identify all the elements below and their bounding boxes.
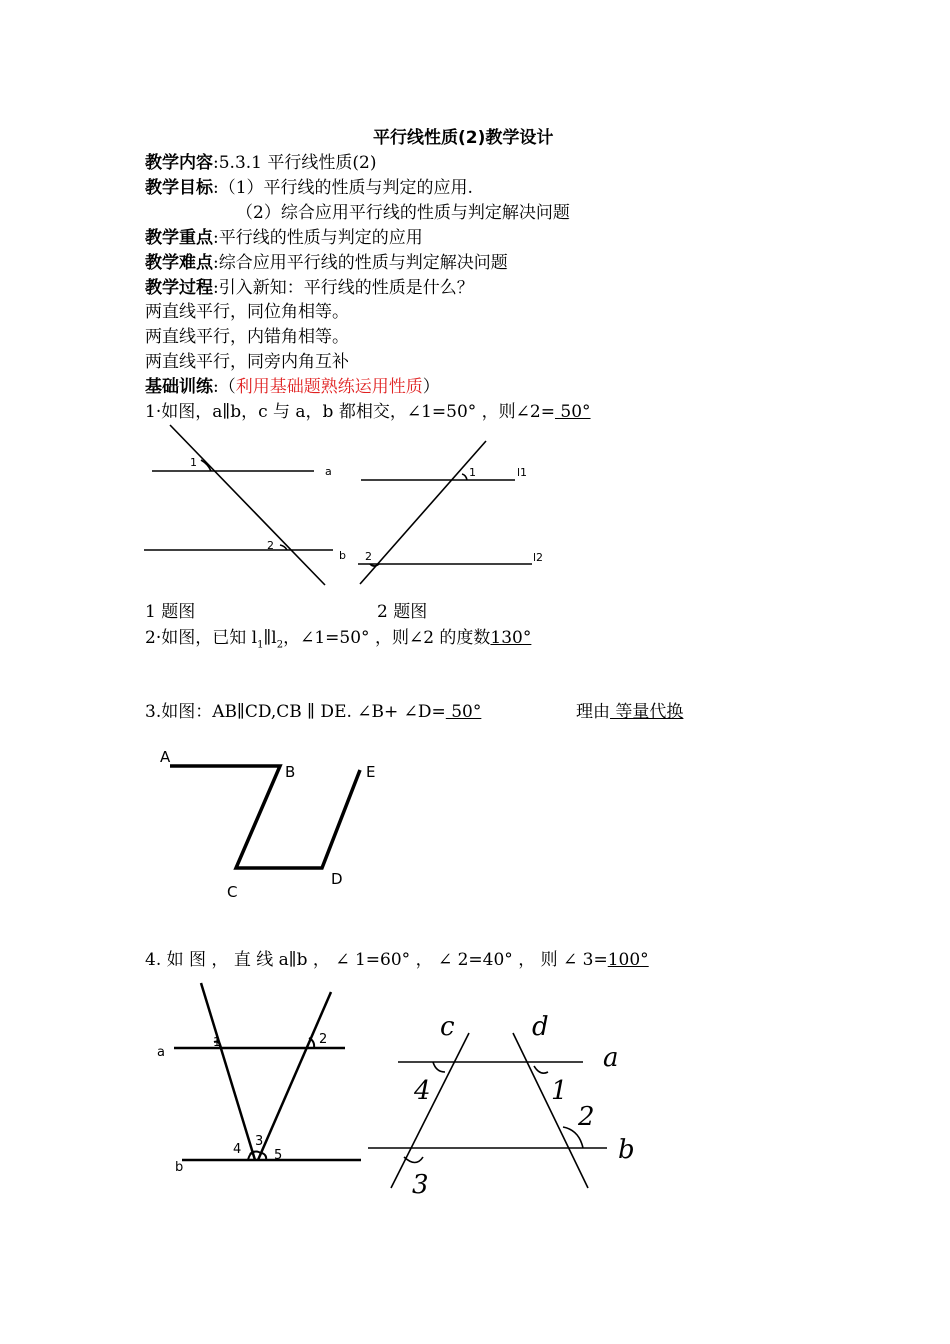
property-2: 两直线平行，内错角相等。 xyxy=(145,327,349,347)
q2-text-c: ，∠1=50° ，则∠2 的度数 xyxy=(283,628,491,648)
q2-text-b: ∥l xyxy=(263,628,277,648)
fig3-label-C: C xyxy=(227,883,238,901)
fig2-line-l2: l2 xyxy=(533,551,544,564)
property-3: 两直线平行，同旁内角互补 xyxy=(145,352,349,372)
fig3-label-B: B xyxy=(285,763,296,781)
fig4-line-b: b xyxy=(175,1160,184,1175)
fig2-angle-1: 1 xyxy=(469,466,476,479)
goals-item1: :（1）平行线的性质与判定的应用. xyxy=(213,178,473,198)
fig5-line-d: d xyxy=(532,1012,549,1042)
q3-answer: 50° xyxy=(445,702,482,722)
q3-reason-label: 理由 xyxy=(576,702,610,722)
fig5-line-b: b xyxy=(618,1135,635,1165)
process-value: :引入新知：平行线的性质是什么？ xyxy=(213,278,474,298)
difficulty-value: :综合应用平行线的性质与判定解决问题 xyxy=(213,253,508,273)
fig1-caption: 1 题图 xyxy=(145,602,196,622)
fig5-angle-1: 1 xyxy=(551,1076,568,1106)
difficulty-label: 教学难点 xyxy=(145,253,213,273)
basic-training-label: 基础训练 xyxy=(145,377,213,397)
fig5-angle-2: 2 xyxy=(578,1102,595,1132)
fig5-angle-3: 3 xyxy=(412,1170,429,1200)
fig1-angle-2: 2 xyxy=(267,539,274,552)
q2-sub-1: 1 xyxy=(257,639,264,651)
focus-value: :平行线的性质与判定的应用 xyxy=(213,228,423,248)
goals-label: 教学目标 xyxy=(145,178,213,198)
fig5-angle-4: 4 xyxy=(414,1076,431,1106)
fig5-line-c: c xyxy=(440,1012,455,1042)
fig1-line-b: b xyxy=(339,549,346,562)
fig3-label-A: A xyxy=(160,748,171,766)
focus-label: 教学重点 xyxy=(145,228,213,248)
page-title: 平行线性质(2)教学设计 xyxy=(373,128,554,148)
q4-answer: 100° xyxy=(607,950,649,970)
fig5-line-a: a xyxy=(603,1043,619,1073)
fig4-angle-5: 5 xyxy=(274,1148,283,1163)
fig3-label-E: E xyxy=(366,763,376,781)
basic-training-close: ） xyxy=(422,377,440,397)
q1-answer: 50° xyxy=(554,402,591,422)
goals-item2: （2）综合应用平行线的性质与判定解决问题 xyxy=(236,203,570,223)
q4-text: 4. 如 图 ， 直 线 a∥b ， ∠ 1=60° ， ∠ 2=40° ， 则 ∠ 3= xyxy=(145,950,608,970)
property-1: 两直线平行，同位角相等。 xyxy=(145,302,349,322)
q1-text: 1·如图，a∥b，c 与 a，b 都相交，∠1=50° ，则∠2= xyxy=(145,402,555,422)
fig4-line-a: a xyxy=(157,1045,165,1060)
basic-training-note: 利用基础题熟练运用性质 xyxy=(235,377,423,397)
q2-answer: 130° xyxy=(490,628,532,648)
fig1-angle-1: 1 xyxy=(190,456,197,469)
fig4-angle-2: 2 xyxy=(319,1032,328,1047)
fig2-angle-2: 2 xyxy=(365,550,372,563)
fig2-caption: 2 题图 xyxy=(377,602,428,622)
content-value: :5.3.1 平行线性质(2) xyxy=(213,153,377,173)
q3-text: 3.如图：AB∥CD,CB ∥ DE. ∠B+ ∠D= xyxy=(145,702,446,722)
q2-sub-2: 2 xyxy=(276,639,284,651)
process-label: 教学过程 xyxy=(145,278,213,298)
q3-reason-value: 等量代换 xyxy=(610,702,684,722)
fig4-angle-4: 4 xyxy=(233,1142,242,1157)
fig4-angle-1: 1 xyxy=(213,1035,221,1049)
basic-training-open: :（ xyxy=(213,377,236,397)
fig4-angle-3: 3 xyxy=(255,1134,264,1149)
fig2-line-l1: l1 xyxy=(517,466,528,479)
content-label: 教学内容 xyxy=(145,153,213,173)
fig1-line-a: a xyxy=(325,465,332,478)
fig3-label-D: D xyxy=(331,870,343,888)
q2-text-a: 2·如图，已知 l xyxy=(145,628,258,648)
